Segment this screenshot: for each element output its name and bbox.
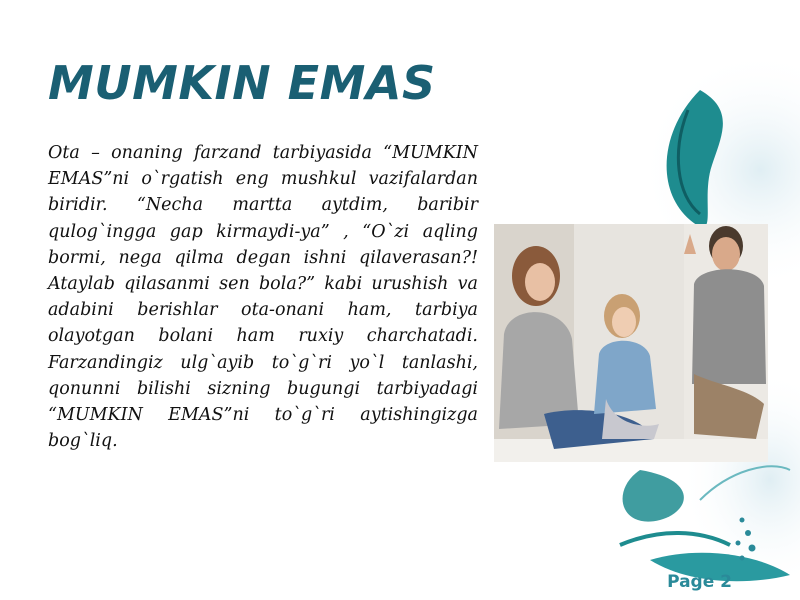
slide-title: MUMKIN EMAS — [48, 56, 436, 110]
body-paragraph: Ota – onaning farzand tarbiyasida “MUMKIN EMAS”ni o`rgatish eng mushkul vazifalardan biridir. “Necha martta aytdim, baribir qulog`ingga gap kirmaydi-ya” , “O`zi aqling bormi, nega qilma degan ishni qilaverasan?! Ataylab qilasanmi sen bola?” kabi urushish va adabini berishlar ota-onani ham, tarbiya olayotgan bolani ham ruxiy charchatadi. Farzandingiz ulg`ayib to`g`ri yo`l tanlashi, qonunni bilishi sizning bugungi tarbiyadagi “MUMKIN EMAS”ni to`g`ri aytishingizga bog`liq. — [48, 143, 478, 452]
page-number: Page 2 — [667, 572, 732, 592]
family-photo — [494, 224, 768, 462]
photo-illustration-icon — [494, 224, 768, 462]
